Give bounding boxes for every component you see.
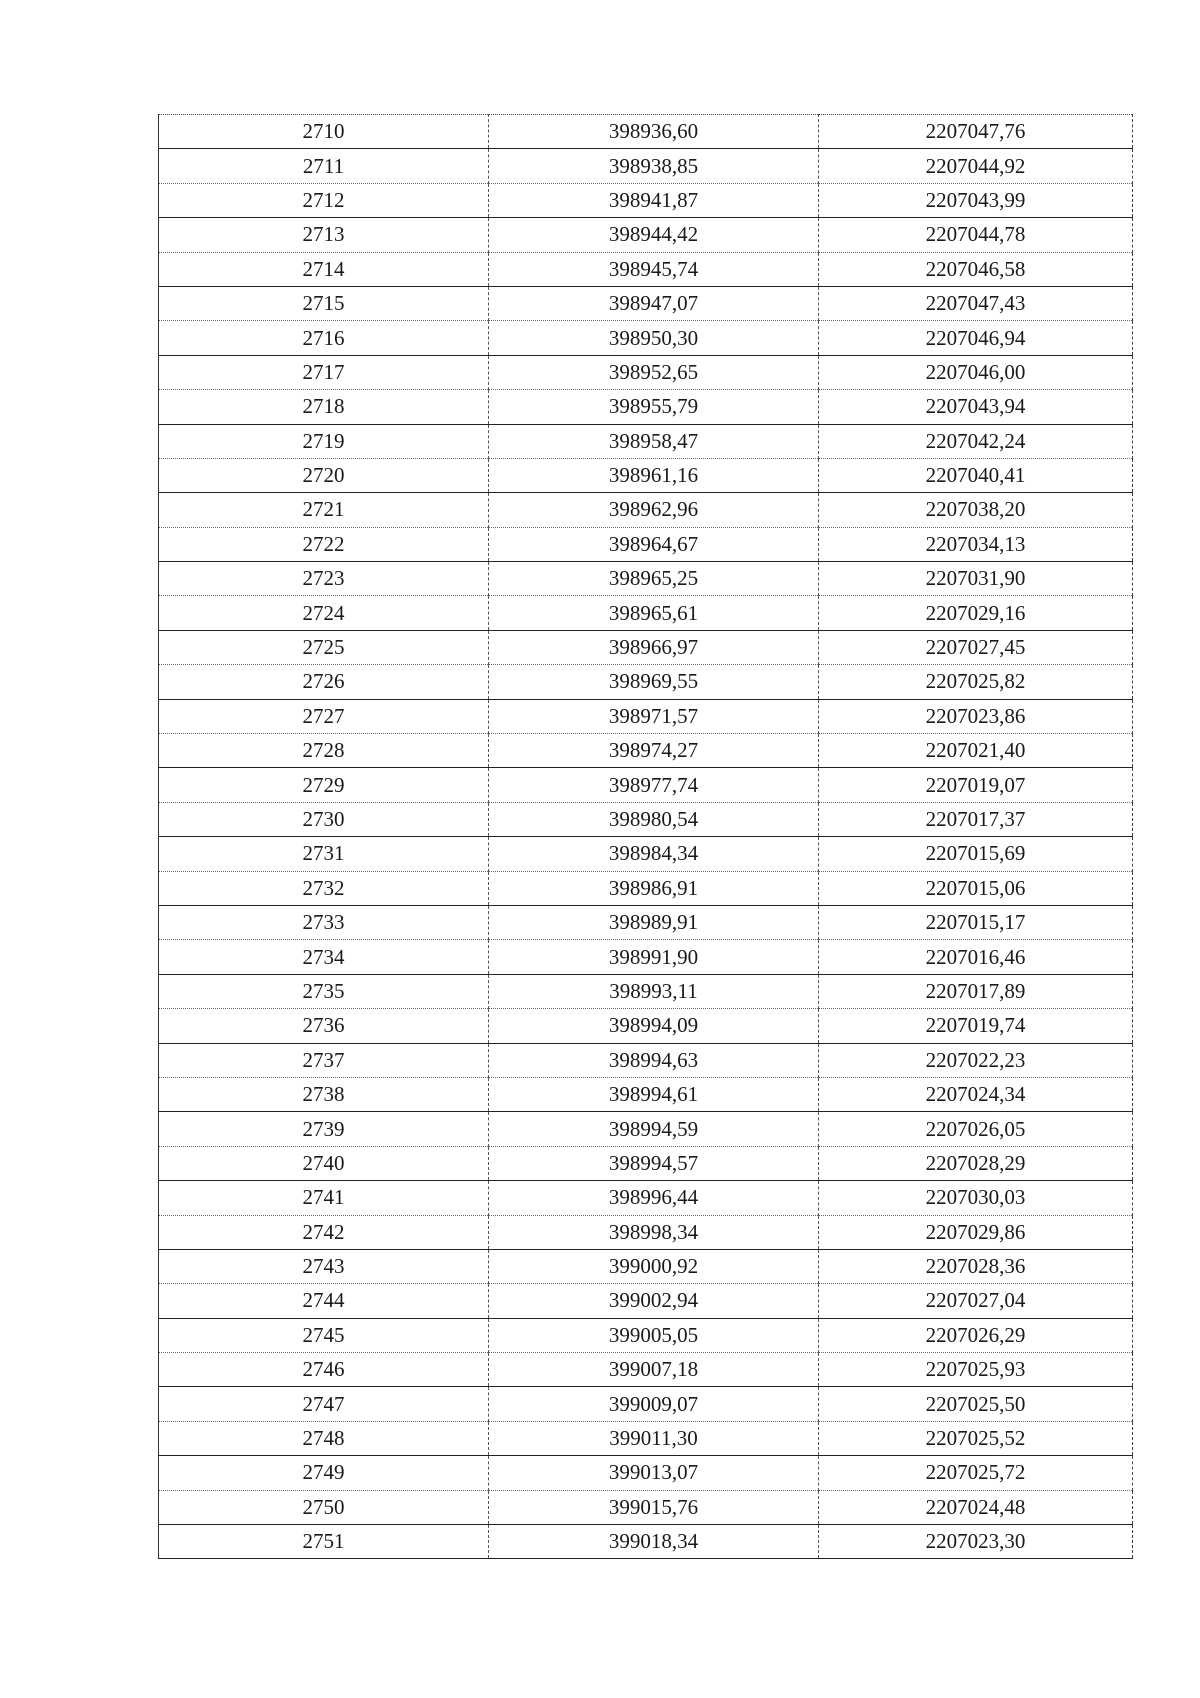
table-row [159,321,1133,355]
point-number-cell: 2750 [159,1490,489,1524]
y-coordinate-cell: 2207025,50 [819,1387,1133,1421]
y-coordinate-cell: 2207015,06 [819,871,1133,905]
y-coordinate-cell: 2207043,94 [819,390,1133,424]
table-row [159,940,1133,974]
x-coordinate-cell: 398996,44 [489,1181,819,1215]
y-coordinate-cell: 2207015,17 [819,905,1133,939]
x-coordinate-cell: 398955,79 [489,390,819,424]
x-coordinate-cell: 398965,25 [489,562,819,596]
y-coordinate-cell: 2207027,04 [819,1284,1133,1318]
table-row [159,1525,1133,1559]
x-coordinate-cell: 398986,91 [489,871,819,905]
point-number-cell: 2719 [159,424,489,458]
x-coordinate-cell: 399013,07 [489,1456,819,1490]
point-number-cell: 2738 [159,1077,489,1111]
x-coordinate-cell: 398980,54 [489,802,819,836]
table-row [159,596,1133,630]
coordinates-table-body [159,115,1133,1559]
table-row [159,802,1133,836]
y-coordinate-cell: 2207016,46 [819,940,1133,974]
table-row [159,1490,1133,1524]
x-coordinate-cell: 399015,76 [489,1490,819,1524]
point-number-cell: 2736 [159,1009,489,1043]
table-row [159,665,1133,699]
y-coordinate-cell: 2207046,58 [819,252,1133,286]
x-coordinate-cell: 398969,55 [489,665,819,699]
table-row [159,1421,1133,1455]
point-number-cell: 2731 [159,837,489,871]
table-row [159,905,1133,939]
x-coordinate-cell: 398977,74 [489,768,819,802]
point-number-cell: 2717 [159,355,489,389]
table-row [159,1181,1133,1215]
table-row [159,183,1133,217]
table-row [159,1387,1133,1421]
y-coordinate-cell: 2207024,48 [819,1490,1133,1524]
x-coordinate-cell: 398938,85 [489,149,819,183]
point-number-cell: 2748 [159,1421,489,1455]
point-number-cell: 2718 [159,390,489,424]
x-coordinate-cell: 398958,47 [489,424,819,458]
y-coordinate-cell: 2207023,86 [819,699,1133,733]
x-coordinate-cell: 399005,05 [489,1318,819,1352]
table-row [159,1249,1133,1283]
table-row [159,1009,1133,1043]
point-number-cell: 2747 [159,1387,489,1421]
point-number-cell: 2742 [159,1215,489,1249]
x-coordinate-cell: 398965,61 [489,596,819,630]
table-row [159,1284,1133,1318]
y-coordinate-cell: 2207040,41 [819,458,1133,492]
table-row [159,218,1133,252]
x-coordinate-cell: 398966,97 [489,630,819,664]
point-number-cell: 2713 [159,218,489,252]
table-row [159,699,1133,733]
table-row [159,149,1133,183]
x-coordinate-cell: 398993,11 [489,974,819,1008]
point-number-cell: 2744 [159,1284,489,1318]
table-row [159,1112,1133,1146]
y-coordinate-cell: 2207029,86 [819,1215,1133,1249]
coordinates-table [158,114,1133,1559]
table-row [159,390,1133,424]
table-row [159,768,1133,802]
point-number-cell: 2730 [159,802,489,836]
table-row [159,1318,1133,1352]
point-number-cell: 2729 [159,768,489,802]
point-number-cell: 2739 [159,1112,489,1146]
table-row [159,1077,1133,1111]
x-coordinate-cell: 398994,09 [489,1009,819,1043]
x-coordinate-cell: 398944,42 [489,218,819,252]
y-coordinate-cell: 2207038,20 [819,493,1133,527]
y-coordinate-cell: 2207017,89 [819,974,1133,1008]
y-coordinate-cell: 2207019,74 [819,1009,1133,1043]
table-row [159,1043,1133,1077]
x-coordinate-cell: 398950,30 [489,321,819,355]
y-coordinate-cell: 2207046,00 [819,355,1133,389]
point-number-cell: 2732 [159,871,489,905]
y-coordinate-cell: 2207025,52 [819,1421,1133,1455]
x-coordinate-cell: 398991,90 [489,940,819,974]
x-coordinate-cell: 398974,27 [489,734,819,768]
table-row [159,837,1133,871]
point-number-cell: 2723 [159,562,489,596]
point-number-cell: 2727 [159,699,489,733]
y-coordinate-cell: 2207021,40 [819,734,1133,768]
x-coordinate-cell: 398962,96 [489,493,819,527]
table-row [159,974,1133,1008]
x-coordinate-cell: 399000,92 [489,1249,819,1283]
point-number-cell: 2721 [159,493,489,527]
y-coordinate-cell: 2207023,30 [819,1525,1133,1559]
x-coordinate-cell: 399018,34 [489,1525,819,1559]
table-row [159,424,1133,458]
y-coordinate-cell: 2207034,13 [819,527,1133,561]
y-coordinate-cell: 2207026,05 [819,1112,1133,1146]
point-number-cell: 2734 [159,940,489,974]
point-number-cell: 2737 [159,1043,489,1077]
y-coordinate-cell: 2207043,99 [819,183,1133,217]
table-row [159,286,1133,320]
x-coordinate-cell: 398994,63 [489,1043,819,1077]
x-coordinate-cell: 399009,07 [489,1387,819,1421]
y-coordinate-cell: 2207044,92 [819,149,1133,183]
point-number-cell: 2746 [159,1353,489,1387]
point-number-cell: 2725 [159,630,489,664]
point-number-cell: 2722 [159,527,489,561]
point-number-cell: 2728 [159,734,489,768]
y-coordinate-cell: 2207017,37 [819,802,1133,836]
x-coordinate-cell: 399007,18 [489,1353,819,1387]
y-coordinate-cell: 2207042,24 [819,424,1133,458]
table-row [159,1146,1133,1180]
table-row [159,115,1133,149]
point-number-cell: 2749 [159,1456,489,1490]
x-coordinate-cell: 399011,30 [489,1421,819,1455]
table-row [159,355,1133,389]
x-coordinate-cell: 398961,16 [489,458,819,492]
x-coordinate-cell: 398989,91 [489,905,819,939]
table-row [159,630,1133,664]
x-coordinate-cell: 398994,61 [489,1077,819,1111]
y-coordinate-cell: 2207024,34 [819,1077,1133,1111]
x-coordinate-cell: 399002,94 [489,1284,819,1318]
point-number-cell: 2710 [159,115,489,149]
table-row [159,734,1133,768]
point-number-cell: 2720 [159,458,489,492]
y-coordinate-cell: 2207027,45 [819,630,1133,664]
point-number-cell: 2735 [159,974,489,1008]
y-coordinate-cell: 2207044,78 [819,218,1133,252]
point-number-cell: 2714 [159,252,489,286]
point-number-cell: 2711 [159,149,489,183]
y-coordinate-cell: 2207015,69 [819,837,1133,871]
point-number-cell: 2741 [159,1181,489,1215]
y-coordinate-cell: 2207028,36 [819,1249,1133,1283]
table-row [159,562,1133,596]
x-coordinate-cell: 398941,87 [489,183,819,217]
x-coordinate-cell: 398945,74 [489,252,819,286]
point-number-cell: 2751 [159,1525,489,1559]
y-coordinate-cell: 2207046,94 [819,321,1133,355]
y-coordinate-cell: 2207031,90 [819,562,1133,596]
point-number-cell: 2724 [159,596,489,630]
point-number-cell: 2716 [159,321,489,355]
y-coordinate-cell: 2207047,76 [819,115,1133,149]
table-row [159,458,1133,492]
point-number-cell: 2733 [159,905,489,939]
y-coordinate-cell: 2207025,72 [819,1456,1133,1490]
x-coordinate-cell: 398994,59 [489,1112,819,1146]
x-coordinate-cell: 398964,67 [489,527,819,561]
y-coordinate-cell: 2207019,07 [819,768,1133,802]
y-coordinate-cell: 2207030,03 [819,1181,1133,1215]
point-number-cell: 2726 [159,665,489,699]
y-coordinate-cell: 2207029,16 [819,596,1133,630]
table-row [159,527,1133,561]
x-coordinate-cell: 398984,34 [489,837,819,871]
table-row [159,871,1133,905]
table-row [159,1353,1133,1387]
point-number-cell: 2740 [159,1146,489,1180]
y-coordinate-cell: 2207022,23 [819,1043,1133,1077]
table-row [159,252,1133,286]
table-row [159,493,1133,527]
y-coordinate-cell: 2207028,29 [819,1146,1133,1180]
y-coordinate-cell: 2207025,82 [819,665,1133,699]
table-row [159,1215,1133,1249]
point-number-cell: 2743 [159,1249,489,1283]
point-number-cell: 2715 [159,286,489,320]
point-number-cell: 2745 [159,1318,489,1352]
x-coordinate-cell: 398947,07 [489,286,819,320]
x-coordinate-cell: 398971,57 [489,699,819,733]
y-coordinate-cell: 2207026,29 [819,1318,1133,1352]
table-row [159,1456,1133,1490]
x-coordinate-cell: 398952,65 [489,355,819,389]
y-coordinate-cell: 2207047,43 [819,286,1133,320]
x-coordinate-cell: 398936,60 [489,115,819,149]
x-coordinate-cell: 398994,57 [489,1146,819,1180]
x-coordinate-cell: 398998,34 [489,1215,819,1249]
y-coordinate-cell: 2207025,93 [819,1353,1133,1387]
point-number-cell: 2712 [159,183,489,217]
